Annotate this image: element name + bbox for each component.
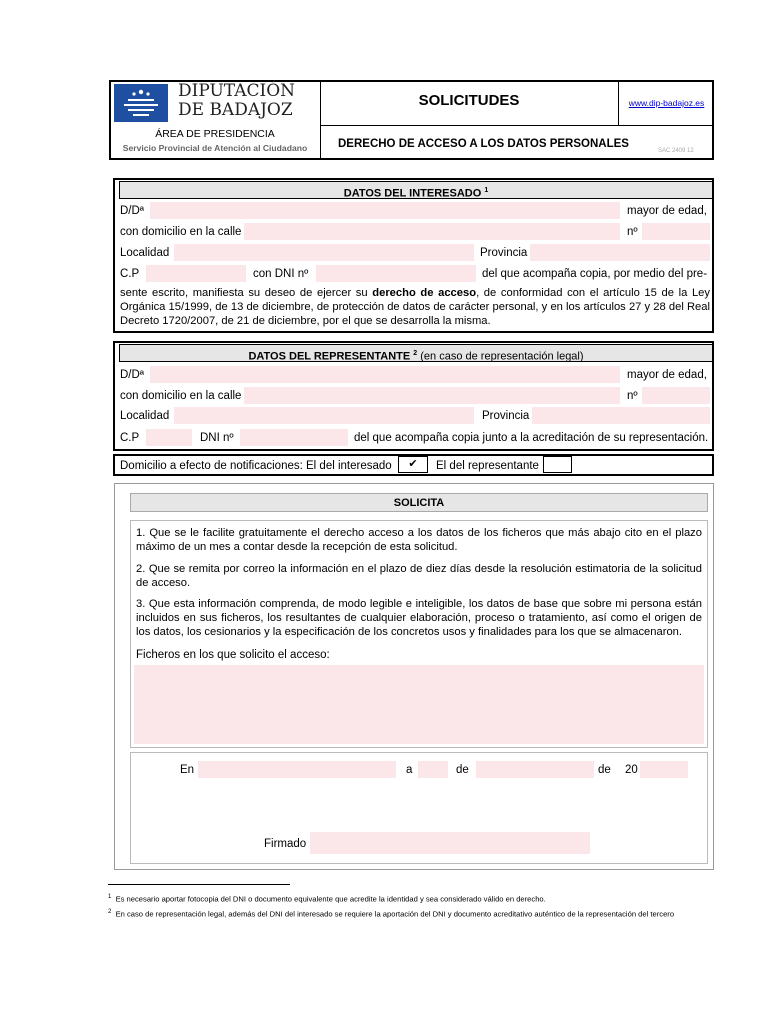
interesado-checkbox[interactable] xyxy=(398,456,428,473)
org-name-line2: DE BADAJOZ xyxy=(178,100,293,120)
notificaciones-label: Domicilio a efecto de notificaciones: El del interesado xyxy=(120,460,392,472)
ficheros-field[interactable] xyxy=(134,665,704,744)
representante-dni-field[interactable] xyxy=(240,429,348,446)
interesado-street-field[interactable] xyxy=(244,223,620,240)
header-divider-h xyxy=(320,125,714,126)
interesado-localidad-label: Localidad xyxy=(120,247,170,259)
representante-cp-field[interactable] xyxy=(146,429,192,446)
solicita-item-1: 1. Que se le facilite gratuitamente el derecho acceso a los datos de los ficheros que más abajo cito en el plazo máximo de un mes a contar desde la recepción de esta solicitud. xyxy=(136,527,702,553)
check-icon: ✔ xyxy=(408,458,418,470)
logo-icon xyxy=(114,84,168,122)
interesado-cp-field[interactable] xyxy=(146,265,246,282)
representante-localidad-field[interactable] xyxy=(174,407,474,424)
representante-name-field[interactable] xyxy=(150,366,620,383)
day-field[interactable] xyxy=(418,761,448,778)
a-label: a xyxy=(406,764,413,776)
interesado-acompana-text: del que acompaña copia, por medio del pre- xyxy=(482,268,708,280)
footnote-2: $^2$ En caso de representación legal, además del DNI del interesado se requiere la aportación del DNI y documento acreditativo auténtico de la representación del tercero xyxy=(108,909,675,919)
footnote-1: $^1$ Es necesario aportar fotocopia del DNI o documento equivalente que acredite la identidad y sea considerado válido en derecho. xyxy=(108,894,546,904)
representante-number-field[interactable] xyxy=(642,387,710,404)
interesado-mayor-label: mayor de edad, xyxy=(627,205,707,217)
area-label: ÁREA DE PRESIDENCIA xyxy=(155,128,275,140)
representante-street-field[interactable] xyxy=(244,387,620,404)
representante-checkbox[interactable] xyxy=(543,456,572,473)
year-prefix: 20 xyxy=(625,764,638,776)
interesado-name-field[interactable] xyxy=(150,202,620,219)
form-subtitle: DERECHO DE ACCESO A LOS DATOS PERSONALES xyxy=(338,138,629,150)
representante-option-label: El del representante xyxy=(436,460,539,472)
en-label: En xyxy=(180,764,195,776)
interesado-number-field[interactable] xyxy=(642,223,710,240)
interesado-cp-label: C.P xyxy=(120,268,140,280)
signature-field[interactable] xyxy=(310,832,590,854)
representante-mayor-label: mayor de edad, xyxy=(627,369,707,381)
footnote-separator xyxy=(108,884,290,885)
representante-dd-label: D/Dª xyxy=(120,369,145,381)
de-label-1: de xyxy=(456,764,469,776)
de-label-2: de xyxy=(598,764,611,776)
interesado-no-label: nº xyxy=(627,226,638,238)
interesado-provincia-field[interactable] xyxy=(530,244,710,261)
interesado-localidad-field[interactable] xyxy=(174,244,474,261)
representante-domicilio-label: con domicilio en la calle xyxy=(120,390,242,402)
representante-localidad-label: Localidad xyxy=(120,410,170,422)
representante-cp-label: C.P xyxy=(120,432,140,444)
representante-provincia-field[interactable] xyxy=(532,407,710,424)
place-field[interactable] xyxy=(198,761,396,778)
representante-dni-label: DNI nº xyxy=(200,432,234,444)
solicita-item-2: 2. Que se remita por correo la información en el plazo de diez días desde la resolución estimatoria de la solicitud de acceso. xyxy=(136,563,702,589)
org-name-line1: DIPUTACIÓN xyxy=(178,81,296,101)
logo xyxy=(114,84,168,122)
representante-heading: DATOS DEL REPRESENTANTE $^2$ (en caso de representación legal) xyxy=(119,344,713,362)
interesado-heading: DATOS DEL INTERESADO $^1$ xyxy=(119,181,713,199)
representante-no-label: nº xyxy=(627,390,638,402)
service-label: Servicio Provincial de Atención al Ciudadano xyxy=(122,143,308,153)
page-title: SOLICITUDES xyxy=(418,92,520,109)
ficheros-label: Ficheros en los que solicito el acceso: xyxy=(136,649,330,661)
representante-provincia-label: Provincia xyxy=(482,410,530,422)
firmado-label: Firmado xyxy=(264,838,307,850)
month-field[interactable] xyxy=(476,761,594,778)
year-field[interactable] xyxy=(640,761,688,778)
interesado-dd-label: D/Dª xyxy=(120,205,145,217)
website-link[interactable]: www.dip-badajoz.es xyxy=(628,98,705,108)
interesado-dni-label: con DNI nº xyxy=(253,268,309,280)
form-code: SAC 2409 12 xyxy=(658,148,694,154)
solicita-heading: SOLICITA xyxy=(130,493,708,512)
solicita-item-3: 3. Que esta información comprenda, de modo legible e inteligible, los datos de base que sobre mi persona están incluidos en sus ficheros, los resultantes de cualquier elaboración, proceso o tratamiento, así como el origen de los datos, los cesionarios y la especificación de los concretos usos y finalidades para los que se almacenaron. xyxy=(136,598,702,638)
representante-acompana-text: del que acompaña copia junto a la acreditación de su representación. xyxy=(354,432,709,444)
interesado-provincia-label: Provincia xyxy=(480,247,528,259)
interesado-declaration: sente escrito, manifiesta su deseo de ejercer su derecho de acceso, de conformidad con el artículo 15 de la Ley Orgánica 15/1999, de 13 de diciembre, de protección de datos de carácter personal, y en los artículos 27 y 28 del Real Decreto 1720/2007, de 21 de diciembre, por el que se desarrolla la misma. xyxy=(120,287,710,327)
interesado-domicilio-label: con domicilio en la calle xyxy=(120,226,242,238)
interesado-dni-field[interactable] xyxy=(316,265,476,282)
